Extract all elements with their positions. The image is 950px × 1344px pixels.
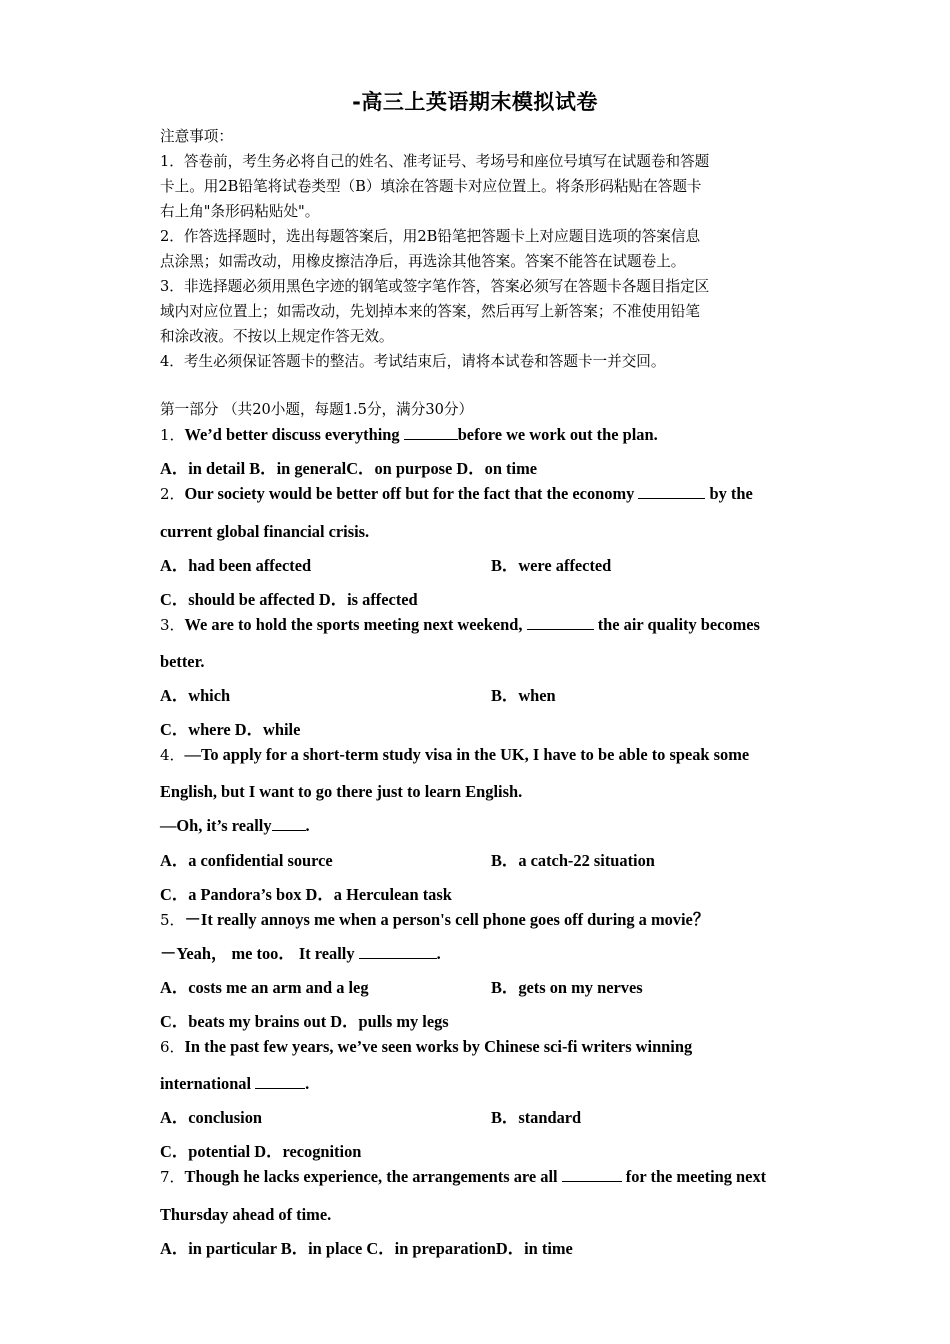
- question-7-options: A．in particular B．in place C．in preparationD．in time: [160, 1239, 573, 1258]
- question-1-stem: 1．We’d better discuss everything before we work out the plan.: [160, 425, 658, 444]
- question-6-stem: 6．In the past few years, we’ve seen works by Chinese sci-fi writers winning: [160, 1037, 693, 1056]
- question-4-stem-cont: English, but I want to go there just to learn English.: [160, 782, 523, 801]
- question-number: 5．: [160, 911, 185, 929]
- answer-blank: [272, 815, 306, 831]
- answer-blank: [638, 483, 705, 499]
- question-number: 1．: [160, 426, 185, 444]
- question-4-option-b: B．a catch-22 situation: [491, 851, 655, 870]
- question-2-option-a: A．had been affected: [160, 556, 312, 575]
- section-heading: 第一部分 （共20小题，每题1.5分，满分30分）: [160, 401, 474, 418]
- answer-blank: [527, 614, 594, 630]
- question-5-option-a: A．costs me an arm and a leg: [160, 978, 369, 997]
- question-5-stem: 5．－It really annoys me when a person's cell phone goes off during a movie？: [160, 910, 710, 929]
- notice-line: 3．非选择题必须用黑色字迹的钢笔或签字笔作答，答案必须写在答题卡各题目指定区: [160, 278, 710, 295]
- notice-line: 4．考生必须保证答题卡的整洁。考试结束后，请将本试卷和答题卡一并交回。: [160, 353, 666, 370]
- question-4-stem: 4．—To apply for a short-term study visa in the UK, I have to be able to speak some: [160, 745, 750, 764]
- question-4-option-a: A．a confidential source: [160, 851, 333, 870]
- question-number: 7．: [160, 1168, 185, 1186]
- notice-line: 2．作答选择题时，选出每题答案后，用2B铅笔把答题卡上对应题目选项的答案信息: [160, 228, 701, 245]
- notice-line: 卡上。用2B铅笔将试卷类型（B）填涂在答题卡对应位置上。将条形码粘贴在答题卡: [160, 178, 702, 195]
- question-3-option-b: B．when: [491, 686, 556, 705]
- question-4-response: —Oh, it’s really .: [160, 816, 310, 835]
- question-number: 2．: [160, 485, 185, 503]
- notice-block: [160, 124, 800, 374]
- question-3-option-a: A．which: [160, 686, 231, 705]
- answer-blank: [562, 1166, 622, 1182]
- notice-line: 右上角"条形码粘贴处"。: [160, 203, 320, 220]
- question-6-stem-cont: international .: [160, 1074, 310, 1093]
- answer-blank: [359, 943, 437, 959]
- notice-line: 点涂黑；如需改动，用橡皮擦洁净后，再选涂其他答案。答案不能答在试题卷上。: [160, 253, 686, 270]
- question-1-options: A．in detail B．in generalC．on purpose D．on time: [160, 459, 538, 478]
- question-6-option-a: A．conclusion: [160, 1108, 263, 1127]
- question-5-option-cd: C．beats my brains out D．pulls my legs: [160, 1012, 449, 1031]
- notice-heading: 注意事项：: [160, 128, 233, 145]
- question-6-option-b: B．standard: [491, 1108, 582, 1127]
- notice-line: 1．答卷前，考生务必将自己的姓名、准考证号、考场号和座位号填写在试题卷和答题: [160, 153, 710, 170]
- answer-blank: [255, 1073, 305, 1089]
- question-5-option-b: B．gets on my nerves: [491, 978, 643, 997]
- question-number: 6．: [160, 1038, 185, 1056]
- question-2-option-b: B．were affected: [491, 556, 612, 575]
- question-2-option-cd: C．should be affected D．is affected: [160, 590, 418, 609]
- question-number: 4．: [160, 746, 185, 764]
- answer-blank: [404, 424, 458, 440]
- question-3-option-cd: C．where D．while: [160, 720, 301, 739]
- question-6-option-cd: C．potential D．recognition: [160, 1142, 362, 1161]
- question-7-stem: 7．Though he lacks experience, the arrangements are all for the meeting next: [160, 1167, 767, 1186]
- question-3-stem-cont: better.: [160, 652, 205, 671]
- question-7-stem-cont: Thursday ahead of time.: [160, 1205, 332, 1224]
- page-title: -高三上英语期末模拟试卷: [352, 90, 598, 114]
- question-3-stem: 3．We are to hold the sports meeting next weekend, the air quality becomes: [160, 615, 760, 634]
- question-5-response: －Yeah， me too． It really .: [160, 944, 441, 963]
- question-4-option-cd: C．a Pandora’s box D．a Herculean task: [160, 885, 452, 904]
- question-number: 3．: [160, 616, 185, 634]
- question-2-stem-cont: current global financial crisis.: [160, 522, 370, 541]
- notice-line: 和涂改液。不按以上规定作答无效。: [160, 328, 394, 345]
- question-2-stem: 2．Our society would be better off but for the fact that the economy by the: [160, 484, 753, 503]
- notice-line: 域内对应位置上；如需改动，先划掉本来的答案，然后再写上新答案；不准使用铅笔: [160, 303, 700, 320]
